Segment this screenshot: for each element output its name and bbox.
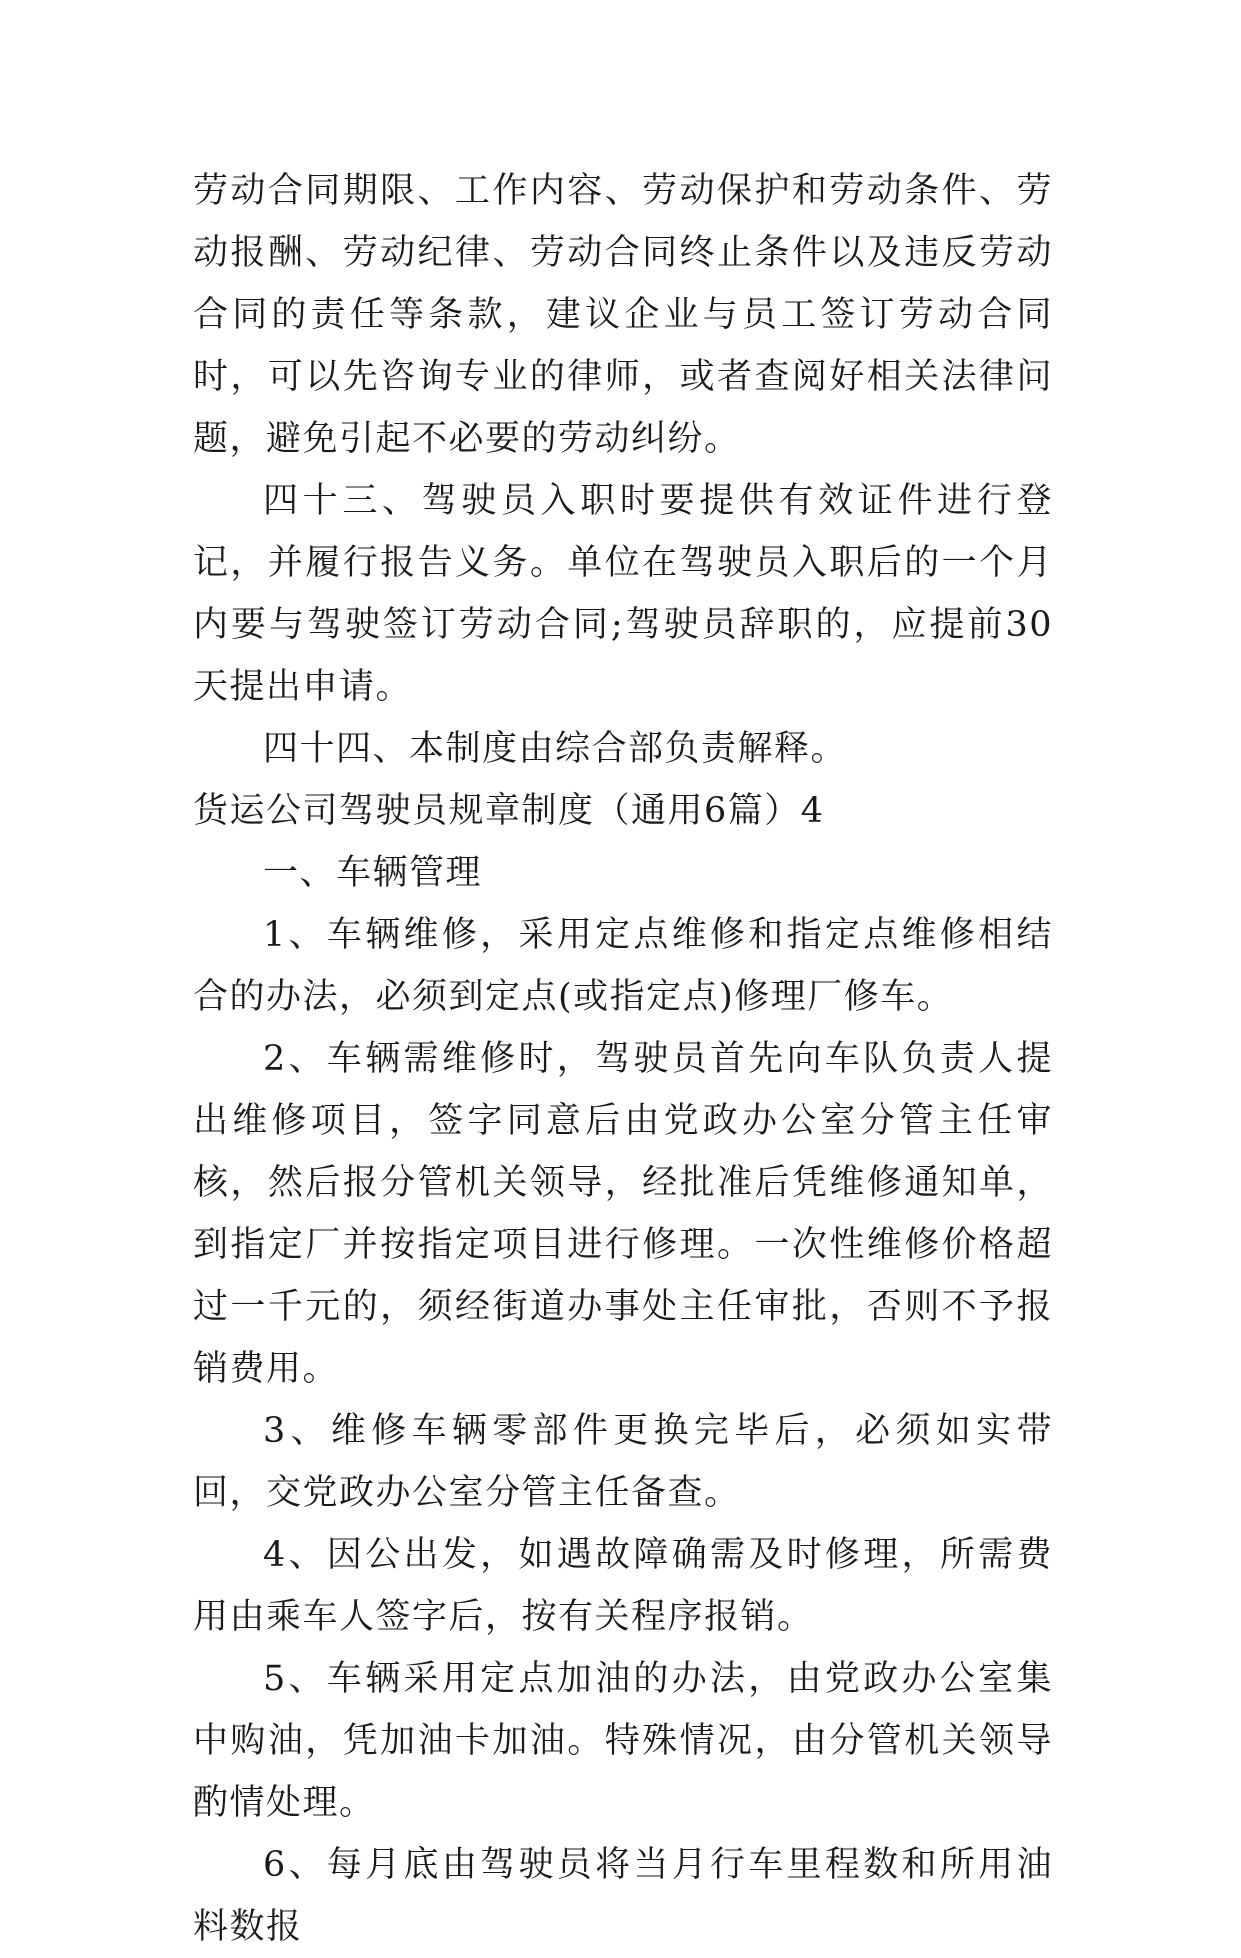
- paragraph-item-6: 6、每月底由驾驶员将当月行车里程数和所用油料数报: [193, 1845, 1053, 1947]
- paragraph-article-43: 四十三、驾驶员入职时要提供有效证件进行登记，并履行报告义务。单位在驾驶员入职后的一个月内要与驾驶签订劳动合同;驾驶员辞职的，应提前30天提出申请。: [193, 481, 1053, 707]
- paragraph-article-44: 四十四、本制度由综合部负责解释。: [263, 729, 848, 769]
- document-body: [193, 160, 1053, 1958]
- paragraph-item-1: 1、车辆维修，采用定点维修和指定点维修相结合的办法，必须到定点(或指定点)修理厂修车。: [193, 915, 1053, 1017]
- paragraph-contract-terms: 劳动合同期限、工作内容、劳动保护和劳动条件、劳动报酬、劳动纪律、劳动合同终止条件以及违反劳动合同的责任等条款，建议企业与员工签订劳动合同时，可以先咨询专业的律师，或者查阅好相关法律问题，避免引起不必要的劳动纠纷。: [193, 171, 1053, 459]
- subsection-vehicle-management: 一、车辆管理: [263, 853, 483, 893]
- section-title: 货运公司驾驶员规章制度（通用6篇）4: [193, 791, 825, 831]
- paragraph-item-2: 2、车辆需维修时，驾驶员首先向车队负责人提出维修项目，签字同意后由党政办公室分管主任审核，然后报分管机关领导，经批准后凭维修通知单，到指定厂并按指定项目进行修理。一次性维修价格超过一千元的，须经街道办事处主任审批，否则不予报销费用。: [193, 1039, 1053, 1389]
- paragraph-item-5: 5、车辆采用定点加油的办法，由党政办公室集中购油，凭加油卡加油。特殊情况，由分管机关领导酌情处理。: [193, 1659, 1053, 1823]
- paragraph-item-3: 3、维修车辆零部件更换完毕后，必须如实带回，交党政办公室分管主任备查。: [193, 1411, 1053, 1513]
- paragraph-item-4: 4、因公出发，如遇故障确需及时修理，所需费用由乘车人签字后，按有关程序报销。: [193, 1535, 1053, 1637]
